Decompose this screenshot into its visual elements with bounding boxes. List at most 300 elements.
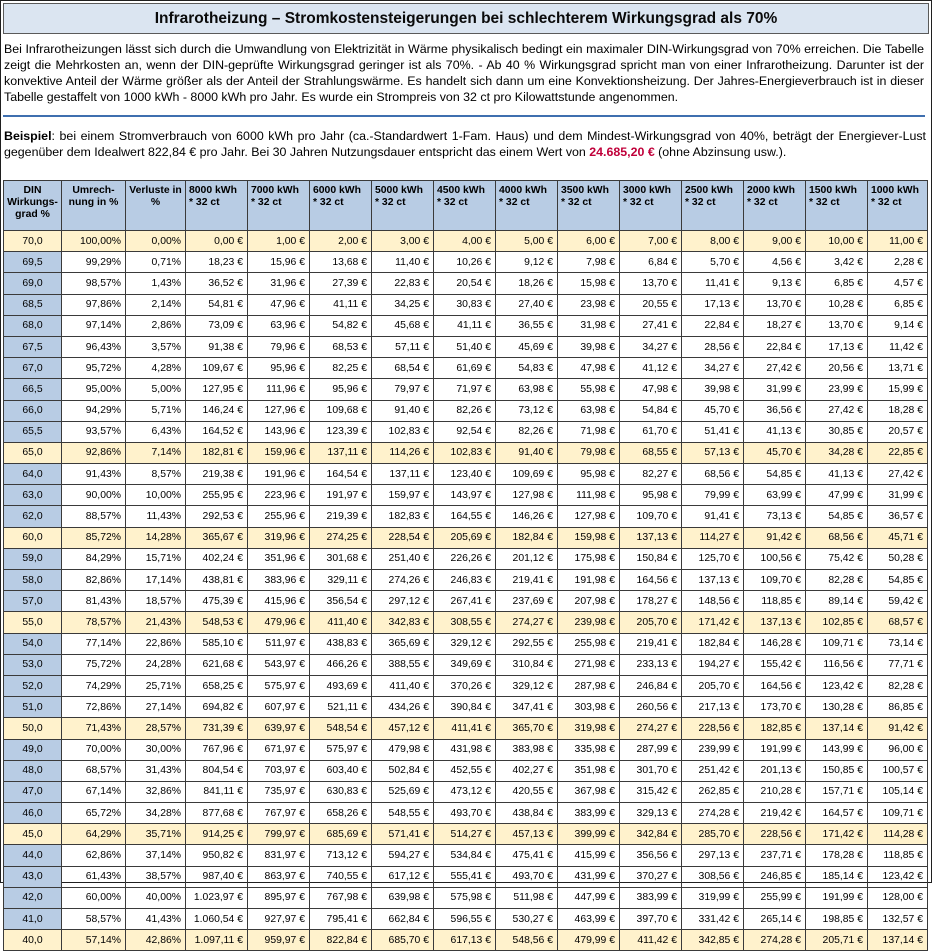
table-cell: 111,96 € [248, 379, 310, 400]
table-cell: 457,13 € [496, 824, 558, 845]
table-cell: 23,99 € [806, 379, 868, 400]
table-cell: 402,24 € [186, 548, 248, 569]
table-cell: 219,41 € [620, 633, 682, 654]
table-cell: 493,69 € [310, 675, 372, 696]
table-cell: 74,29% [62, 675, 126, 696]
table-cell: 319,99 € [682, 887, 744, 908]
table-cell: 34,27 € [682, 358, 744, 379]
table-cell: 15,71% [126, 548, 186, 569]
table-cell: 8,00 € [682, 231, 744, 252]
table-cell: 198,85 € [806, 909, 868, 930]
table-cell: 191,97 € [310, 485, 372, 506]
table-cell: 91,41 € [682, 506, 744, 527]
table-cell: 20,57 € [868, 421, 928, 442]
example-paragraph [3, 128, 927, 168]
table-cell: 45,70 € [682, 400, 744, 421]
column-header-label: * 32 ct [375, 197, 406, 208]
table-cell: 367,98 € [558, 781, 620, 802]
table-cell: 59,42 € [868, 591, 928, 612]
table-cell: 118,85 € [868, 845, 928, 866]
table-cell: 301,70 € [620, 760, 682, 781]
table-cell: 182,83 € [372, 506, 434, 527]
table-cell: 411,41 € [434, 718, 496, 739]
table-cell: 171,42 € [806, 824, 868, 845]
table-cell: 164,56 € [620, 570, 682, 591]
table-cell: 91,40 € [496, 442, 558, 463]
table-cell: 493,70 € [496, 866, 558, 887]
table-cell: 475,39 € [186, 591, 248, 612]
table-cell: 217,13 € [682, 697, 744, 718]
table-cell: 185,14 € [806, 866, 868, 887]
table-cell: 28,56 € [682, 336, 744, 357]
table-cell: 61,43% [62, 866, 126, 887]
table-cell: 420,55 € [496, 781, 558, 802]
table-cell: 251,42 € [682, 760, 744, 781]
table-row [4, 273, 928, 294]
table-cell: 34,28% [126, 803, 186, 824]
table-cell: 137,13 € [744, 612, 806, 633]
table-cell: 91,43% [62, 464, 126, 485]
table-row [4, 675, 928, 696]
column-header-label: * 32 ct [251, 197, 282, 208]
table-cell: 97,14% [62, 315, 126, 336]
table-cell: 493,70 € [434, 803, 496, 824]
table-cell: 71,98 € [558, 421, 620, 442]
table-cell: 4,28% [126, 358, 186, 379]
table-cell: 143,97 € [434, 485, 496, 506]
table-cell: 40,00% [126, 887, 186, 908]
table-cell: 118,85 € [744, 591, 806, 612]
table-cell: 54,85 € [868, 570, 928, 591]
table-cell: 575,98 € [434, 887, 496, 908]
table-cell: 479,96 € [248, 612, 310, 633]
table-cell: 543,97 € [248, 654, 310, 675]
table-cell: 303,98 € [558, 697, 620, 718]
table-cell: 36,55 € [496, 315, 558, 336]
table-cell: 271,98 € [558, 654, 620, 675]
table-cell: 123,42 € [806, 675, 868, 696]
table-cell: 7,14% [126, 442, 186, 463]
table-cell: 694,82 € [186, 697, 248, 718]
table-cell: 511,98 € [496, 887, 558, 908]
table-cell: 31,99 € [868, 485, 928, 506]
table-cell: 662,84 € [372, 909, 434, 930]
table-cell: 82,28 € [868, 675, 928, 696]
table-cell: 0,00% [126, 231, 186, 252]
table-cell: 2,86% [126, 315, 186, 336]
table-cell: 27,42 € [744, 358, 806, 379]
table-cell: 703,97 € [248, 760, 310, 781]
efficiency-cell: 58,0 [4, 570, 62, 591]
table-cell: 75,72% [62, 654, 126, 675]
table-cell: 45,68 € [372, 315, 434, 336]
table-body [4, 231, 928, 951]
column-header-label: nung in % [68, 197, 119, 208]
table-cell: 4,57 € [868, 273, 928, 294]
table-cell: 267,41 € [434, 591, 496, 612]
table-cell: 315,42 € [620, 781, 682, 802]
table-cell: 18,23 € [186, 252, 248, 273]
table-cell: 45,71 € [868, 527, 928, 548]
table-cell: 61,69 € [434, 358, 496, 379]
table-cell: 155,42 € [744, 654, 806, 675]
table-cell: 466,26 € [310, 654, 372, 675]
table-cell: 239,98 € [558, 612, 620, 633]
table-cell: 201,12 € [496, 548, 558, 569]
table-cell: 127,95 € [186, 379, 248, 400]
table-cell: 27,39 € [310, 273, 372, 294]
table-cell: 137,11 € [372, 464, 434, 485]
column-header-label: 1000 kWh [871, 185, 919, 196]
table-cell: 47,98 € [620, 379, 682, 400]
table-cell: 351,96 € [248, 548, 310, 569]
table-cell: 47,98 € [558, 358, 620, 379]
table-cell: 301,68 € [310, 548, 372, 569]
table-cell: 2,14% [126, 294, 186, 315]
table-cell: 137,11 € [310, 442, 372, 463]
table-cell: 571,41 € [372, 824, 434, 845]
table-cell: 63,98 € [496, 379, 558, 400]
table-cell: 383,98 € [496, 739, 558, 760]
table-row [4, 442, 928, 463]
table-cell: 50,28 € [868, 548, 928, 569]
table-cell: 767,96 € [186, 739, 248, 760]
table-cell: 265,14 € [744, 909, 806, 930]
table-cell: 41,12 € [620, 358, 682, 379]
table-cell: 534,84 € [434, 845, 496, 866]
table-cell: 5,00% [126, 379, 186, 400]
table-cell: 262,85 € [682, 781, 744, 802]
table-cell: 28,57% [126, 718, 186, 739]
table-cell: 88,57% [62, 506, 126, 527]
table-cell: 146,26 € [496, 506, 558, 527]
table-cell: 95,96 € [248, 358, 310, 379]
table-cell: 96,43% [62, 336, 126, 357]
table-row [4, 612, 928, 633]
table-cell: 274,28 € [744, 930, 806, 951]
table-cell: 740,55 € [310, 866, 372, 887]
table-cell: 132,57 € [868, 909, 928, 930]
table-row [4, 464, 928, 485]
table-cell: 146,28 € [744, 633, 806, 654]
table-cell: 36,56 € [744, 400, 806, 421]
table-cell: 17,13 € [806, 336, 868, 357]
table-cell: 100,56 € [744, 548, 806, 569]
column-header [868, 181, 928, 231]
table-cell: 82,86% [62, 570, 126, 591]
table-cell: 219,39 € [310, 506, 372, 527]
table-cell: 128,00 € [868, 887, 928, 908]
table-cell: 335,98 € [558, 739, 620, 760]
table-row [4, 485, 928, 506]
table-cell: 713,12 € [310, 845, 372, 866]
table-cell: 2,28 € [868, 252, 928, 273]
table-cell: 431,99 € [558, 866, 620, 887]
table-cell: 164,55 € [434, 506, 496, 527]
table-cell: 617,13 € [434, 930, 496, 951]
table-cell: 1,43% [126, 273, 186, 294]
table-cell: 42,86% [126, 930, 186, 951]
table-row [4, 294, 928, 315]
table-cell: 191,98 € [558, 570, 620, 591]
table-cell: 5,00 € [496, 231, 558, 252]
table-cell: 68,56 € [682, 464, 744, 485]
table-cell: 36,57 € [868, 506, 928, 527]
table-cell: 617,12 € [372, 866, 434, 887]
table-cell: 452,55 € [434, 760, 496, 781]
table-cell: 18,28 € [868, 400, 928, 421]
table-row [4, 909, 928, 930]
column-header-label: 1500 kWh [809, 185, 857, 196]
efficiency-cell: 62,0 [4, 506, 62, 527]
table-cell: 255,95 € [186, 485, 248, 506]
column-header [186, 181, 248, 231]
column-header-label: 4500 kWh [437, 185, 485, 196]
table-cell: 143,96 € [248, 421, 310, 442]
table-cell: 383,96 € [248, 570, 310, 591]
table-cell: 54,83 € [496, 358, 558, 379]
table-cell: 24,28% [126, 654, 186, 675]
table-cell: 223,96 € [248, 485, 310, 506]
table-cell: 402,27 € [496, 760, 558, 781]
table-cell: 6,43% [126, 421, 186, 442]
table-cell: 93,57% [62, 421, 126, 442]
table-cell: 51,41 € [682, 421, 744, 442]
table-cell: 260,56 € [620, 697, 682, 718]
table-cell: 365,69 € [372, 633, 434, 654]
table-cell: 164,54 € [310, 464, 372, 485]
table-cell: 89,14 € [806, 591, 868, 612]
table-cell: 22,84 € [682, 315, 744, 336]
table-cell: 63,96 € [248, 315, 310, 336]
table-cell: 90,00% [62, 485, 126, 506]
table-cell: 347,41 € [496, 697, 558, 718]
table-cell: 34,27 € [620, 336, 682, 357]
column-header-label: * 32 ct [623, 197, 654, 208]
table-cell: 82,26 € [496, 421, 558, 442]
table-cell: 27,42 € [806, 400, 868, 421]
table-cell: 194,27 € [682, 654, 744, 675]
table-cell: 31,96 € [248, 273, 310, 294]
table-cell: 92,54 € [434, 421, 496, 442]
table-cell: 399,99 € [558, 824, 620, 845]
efficiency-cell: 66,0 [4, 400, 62, 421]
table-cell: 10,28 € [806, 294, 868, 315]
table-cell: 137,13 € [620, 527, 682, 548]
table-cell: 287,99 € [620, 739, 682, 760]
example-highlight-value: 24.685,20 € [589, 145, 655, 159]
table-cell: 319,98 € [558, 718, 620, 739]
table-cell: 3,42 € [806, 252, 868, 273]
table-cell: 10,26 € [434, 252, 496, 273]
table-cell: 607,97 € [248, 697, 310, 718]
table-cell: 10,00 € [806, 231, 868, 252]
column-header-label: 8000 kWh [189, 185, 237, 196]
table-cell: 146,24 € [186, 400, 248, 421]
table-cell: 390,84 € [434, 697, 496, 718]
table-row [4, 866, 928, 887]
table-cell: 91,38 € [186, 336, 248, 357]
column-header-label: grad % [15, 209, 50, 220]
efficiency-cell: 69,5 [4, 252, 62, 273]
table-cell: 639,97 € [248, 718, 310, 739]
table-cell: 54,84 € [620, 400, 682, 421]
table-cell: 91,40 € [372, 400, 434, 421]
column-header [558, 181, 620, 231]
table-cell: 685,70 € [372, 930, 434, 951]
table-cell: 191,99 € [806, 887, 868, 908]
table-cell: 79,97 € [372, 379, 434, 400]
table-cell: 182,84 € [496, 527, 558, 548]
column-header-label: * 32 ct [499, 197, 530, 208]
table-cell: 207,98 € [558, 591, 620, 612]
table-cell: 109,70 € [744, 570, 806, 591]
table-row [4, 654, 928, 675]
table-cell: 11,40 € [372, 252, 434, 273]
table-cell: 548,56 € [496, 930, 558, 951]
table-cell: 15,98 € [558, 273, 620, 294]
table-cell: 594,27 € [372, 845, 434, 866]
table-cell: 173,70 € [744, 697, 806, 718]
table-row [4, 527, 928, 548]
example-label: Beispiel [4, 129, 52, 143]
table-cell: 37,14% [126, 845, 186, 866]
table-cell: 596,55 € [434, 909, 496, 930]
table-cell: 13,70 € [806, 315, 868, 336]
column-header-label: * 32 ct [189, 197, 220, 208]
table-cell: 383,99 € [558, 803, 620, 824]
table-cell: 71,43% [62, 718, 126, 739]
table-cell: 356,56 € [620, 845, 682, 866]
table-cell: 219,42 € [744, 803, 806, 824]
table-cell: 621,68 € [186, 654, 248, 675]
table-cell: 342,85 € [682, 930, 744, 951]
column-header-label: * 32 ct [809, 197, 840, 208]
table-cell: 233,13 € [620, 654, 682, 675]
table-cell: 950,82 € [186, 845, 248, 866]
table-cell: 86,85 € [868, 697, 928, 718]
table-cell: 514,27 € [434, 824, 496, 845]
table-cell: 671,97 € [248, 739, 310, 760]
table-cell: 82,26 € [434, 400, 496, 421]
table-cell: 36,52 € [186, 273, 248, 294]
table-cell: 630,83 € [310, 781, 372, 802]
efficiency-cell: 66,5 [4, 379, 62, 400]
intro-paragraph: Bei Infrarotheizungen lässt sich durch die Umwandlung von Elektrizität in Wärme physikalisch bedingt ein maximaler DIN-Wirkungsgrad von 70% erreichen. Die Tabelle zeigt die Mehrkosten an, wenn der DIN-geprüfte Wirkungsgrad geringer ist als 70%. - Ab 40 % Wirkungsgrad spricht man von einer Infrarotheizung. Darunter ist der konvektive Anteil der Wärme größer als der Anteil der Strahlungswärme. Es handelt sich dann um eine Konvektionsheizung. Der Jahres-Energieverbrauch ist in dieser Tabelle gestaffelt von 1000 kWh - 8000 kWh pro Jahr. Es wurde ein Strompreis von 32 ct pro Kilowattstunde angenommen. [3, 37, 925, 117]
table-cell: 79,96 € [248, 336, 310, 357]
table-cell: 463,99 € [558, 909, 620, 930]
table-cell: 342,83 € [372, 612, 434, 633]
page-title: Infrarotheizung – Stromkostensteigerungen bei schlechterem Wirkungsgrad als 70% [3, 3, 929, 34]
table-cell: 447,99 € [558, 887, 620, 908]
table-cell: 67,14% [62, 781, 126, 802]
table-cell: 438,84 € [496, 803, 558, 824]
table-cell: 85,72% [62, 527, 126, 548]
table-cell: 415,96 € [248, 591, 310, 612]
table-cell: 210,28 € [744, 781, 806, 802]
table-cell: 47,96 € [248, 294, 310, 315]
table-cell: 27,41 € [620, 315, 682, 336]
table-cell: 182,85 € [744, 718, 806, 739]
table-cell: 65,72% [62, 803, 126, 824]
table-cell: 434,26 € [372, 697, 434, 718]
table-cell: 61,70 € [620, 421, 682, 442]
table-cell: 127,96 € [248, 400, 310, 421]
table-cell: 45,70 € [744, 442, 806, 463]
table-cell: 68,57 € [868, 612, 928, 633]
table-cell: 251,40 € [372, 548, 434, 569]
table-cell: 51,40 € [434, 336, 496, 357]
table-cell: 11,43% [126, 506, 186, 527]
table-cell: 79,98 € [558, 442, 620, 463]
column-header [682, 181, 744, 231]
efficiency-cell: 41,0 [4, 909, 62, 930]
table-cell: 959,97 € [248, 930, 310, 951]
table-cell: 431,98 € [434, 739, 496, 760]
table-row [4, 379, 928, 400]
efficiency-cell: 57,0 [4, 591, 62, 612]
table-cell: 255,96 € [248, 506, 310, 527]
table-cell: 308,55 € [434, 612, 496, 633]
table-cell: 95,00% [62, 379, 126, 400]
table-row [4, 887, 928, 908]
table-cell: 47,99 € [806, 485, 868, 506]
table-cell: 159,97 € [372, 485, 434, 506]
efficiency-cell: 46,0 [4, 803, 62, 824]
table-cell: 54,85 € [806, 506, 868, 527]
table-cell: 94,29% [62, 400, 126, 421]
column-header-label: Umrech- [72, 185, 115, 196]
cost-table [3, 180, 928, 951]
table-cell: 100,57 € [868, 760, 928, 781]
table-cell: 41,13 € [744, 421, 806, 442]
table-cell: 82,27 € [620, 464, 682, 485]
table-cell: 157,71 € [806, 781, 868, 802]
table-cell: 349,69 € [434, 654, 496, 675]
table-cell: 365,70 € [496, 718, 558, 739]
table-cell: 205,70 € [682, 675, 744, 696]
table-row [4, 231, 928, 252]
table-cell: 457,12 € [372, 718, 434, 739]
column-header [62, 181, 126, 231]
table-cell: 13,68 € [310, 252, 372, 273]
table-cell: 438,81 € [186, 570, 248, 591]
table-cell: 35,71% [126, 824, 186, 845]
table-row [4, 570, 928, 591]
table-cell: 274,25 € [310, 527, 372, 548]
table-cell: 9,13 € [744, 273, 806, 294]
table-row [4, 739, 928, 760]
table-cell: 11,42 € [868, 336, 928, 357]
table-cell: 92,86% [62, 442, 126, 463]
table-cell: 5,70 € [682, 252, 744, 273]
table-cell: 73,12 € [496, 400, 558, 421]
table-cell: 57,11 € [372, 336, 434, 357]
table-cell: 34,28 € [806, 442, 868, 463]
column-header [248, 181, 310, 231]
table-cell: 4,56 € [744, 252, 806, 273]
table-cell: 70,00% [62, 739, 126, 760]
example-text: : bei einem Stromverbrauch von 6000 kWh pro Jahr (ca.-Standardwert 1-Fam. Haus) und dem Mindest-Wirkungsgrad von 40%, beträgt der Energiever-Lust gegenüber dem Idealwert 822,84 € pro Jahr. Bei 30 Jahren Nutzungsdauer entspricht das einem Wert von [4, 129, 926, 159]
table-cell: 191,99 € [744, 739, 806, 760]
table-cell: 1.097,11 € [186, 930, 248, 951]
column-header [372, 181, 434, 231]
column-header-label: 7000 kWh [251, 185, 299, 196]
table-cell: 25,71% [126, 675, 186, 696]
efficiency-cell: 63,0 [4, 485, 62, 506]
table-cell: 99,29% [62, 252, 126, 273]
table-cell: 767,98 € [310, 887, 372, 908]
